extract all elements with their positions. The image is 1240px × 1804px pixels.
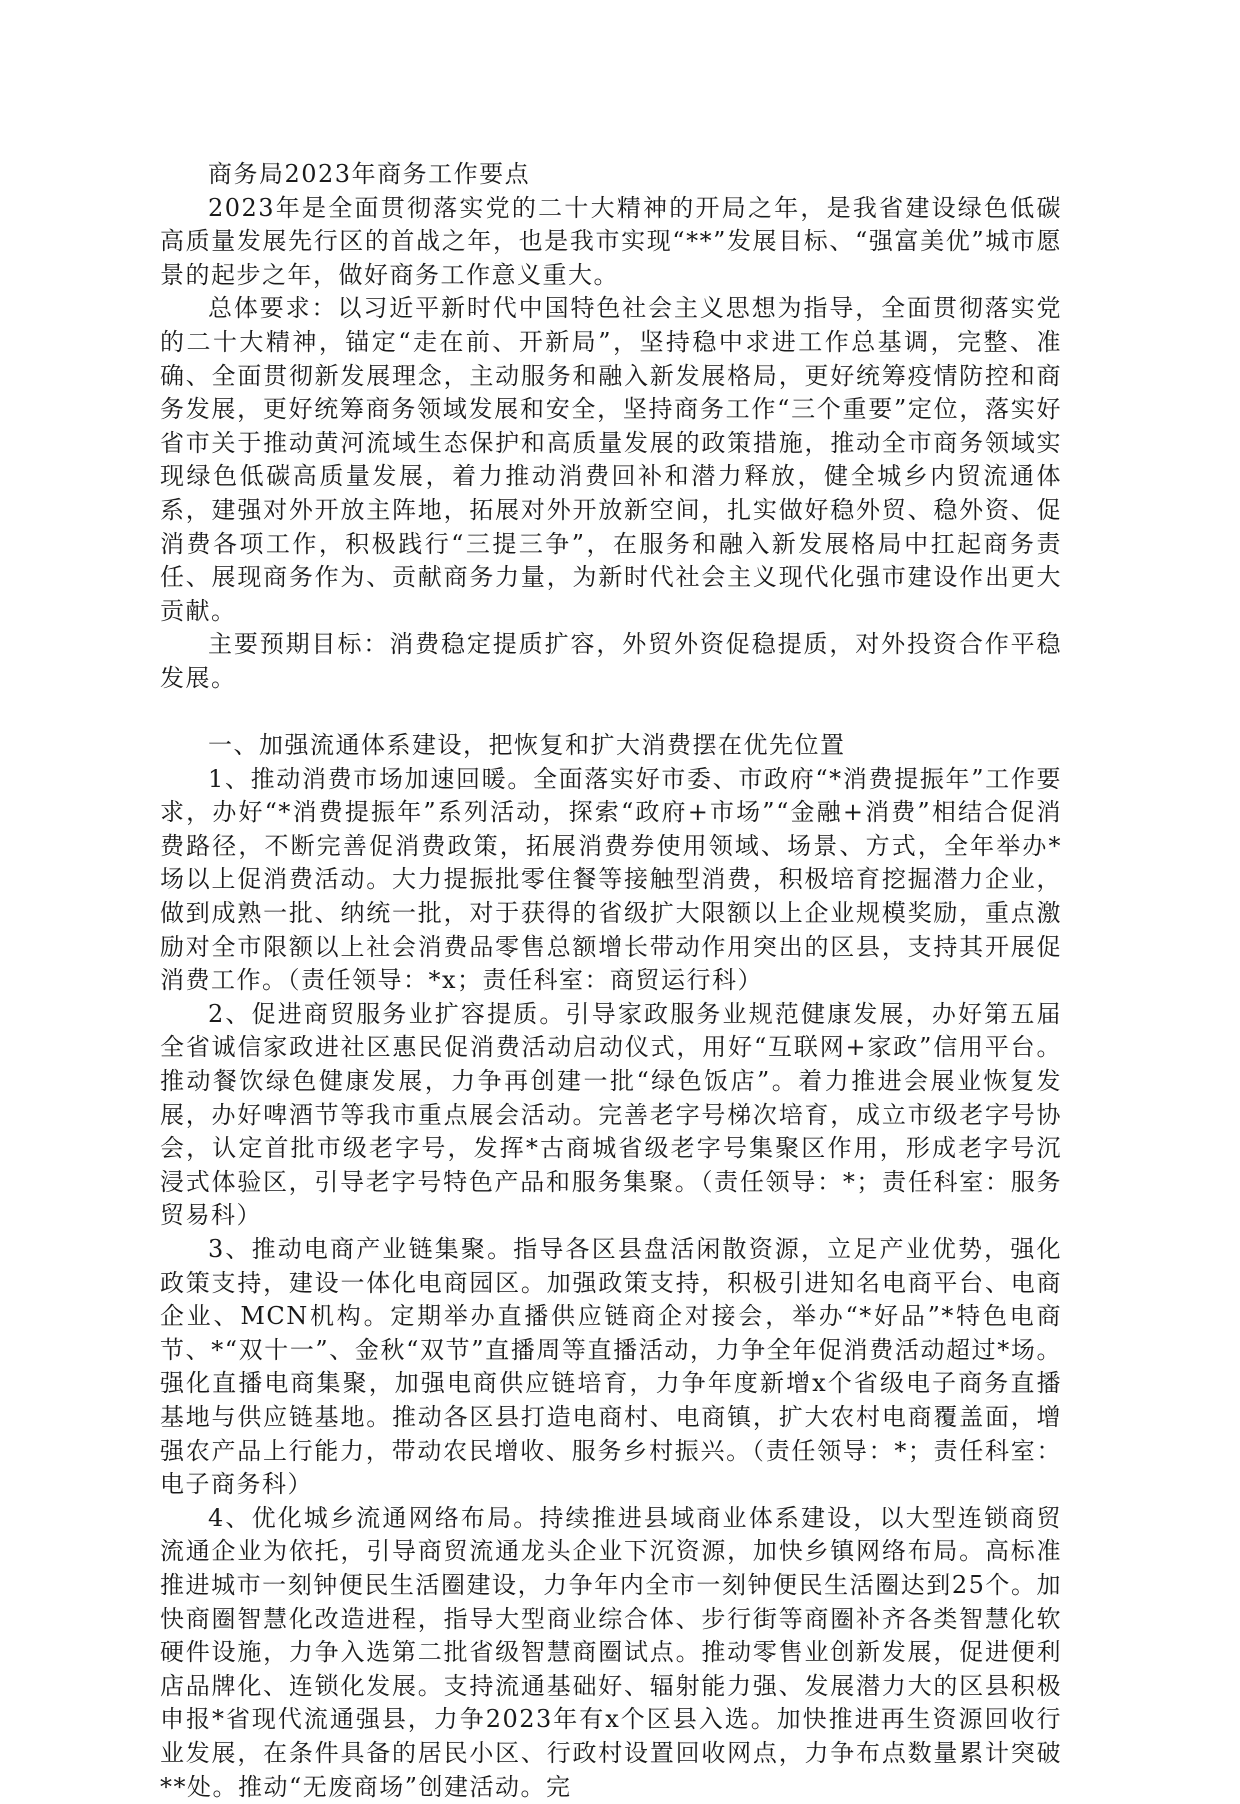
main-goals-paragraph: 主要预期目标：消费稳定提质扩容，外贸外资促稳提质，对外投资合作平稳发展。 [160, 630, 1062, 692]
section-heading: 一、加强流通体系建设，把恢复和扩大消费摆在优先位置 [208, 731, 846, 760]
item-paragraph: 4、优化城乡流通网络布局。持续推进县域商业体系建设，以大型连锁商贸流通企业为依托，引导商贸流通龙头企业下沉资源，加快乡镇网络布局。高标准推进城市一刻钟便民生活圈建设，力争年内全市一刻钟便民生活圈达到25个。加快商圈智慧化改造进程，指导大型商业综合体、步行街等商圈补齐各类智慧化软硬件设施，力争入选第二批省级智慧商圈试点。推动零售业创新发展，促进便利店品牌化、连锁化发展。支持流通基础好、辐射能力强、发展潜力大的区县积极申报*省现代流通强县，力争2023年有x个区县入选。加快推进再生资源回收行业发展，在条件具备的居民小区、行政村设置回收网点，力争布点数量累计突破**处。推动“无废商场”创建活动。完 [160, 1503, 1062, 1801]
intro-paragraph: 2023年是全面贯彻落实党的二十大精神的开局之年，是我省建设绿色低碳高质量发展先行区的首战之年，也是我市实现“**”发展目标、“强富美优”城市愿景的起步之年，做好商务工作意义重大。 [160, 193, 1062, 289]
item-paragraph: 3、推动电商产业链集聚。指导各区县盘活闲散资源，立足产业优势，强化政策支持，建设一体化电商园区。加强政策支持，积极引进知名电商平台、电商企业、MCN机构。定期举办直播供应链商企对接会，举办“*好品”*特色电商节、*“双十一”、金秋“双节”直播周等直播活动，力争全年促消费活动超过*场。强化直播电商集聚，加强电商供应链培育，力争年度新增x个省级电子商务直播基地与供应链基地。推动各区县打造电商村、电商镇，扩大农村电商覆盖面，增强农产品上行能力，带动农民增收、服务乡村振兴。（责任领导：*；责任科室：电子商务科） [160, 1235, 1062, 1499]
general-requirements-paragraph: 总体要求：以习近平新时代中国特色社会主义思想为指导，全面贯彻落实党的二十大精神，锚定“走在前、开新局”，坚持稳中求进工作总基调，完整、准确、全面贯彻新发展理念，主动服务和融入新发展格局，更好统筹疫情防控和商务发展，更好统筹商务领域发展和安全，坚持商务工作“三个重要”定位，落实好省市关于推动黄河流域生态保护和高质量发展的政策措施，推动全市商务领域实现绿色低碳高质量发展，着力推动消费回补和潜力释放，健全城乡内贸流通体系，建强对外开放主阵地，拓展对外开放新空间，扎实做好稳外贸、稳外资、促消费各项工作，积极践行“三提三争”，在服务和融入新发展格局中扛起商务责任、展现商务作为、贡献商务力量，为新时代社会主义现代化强市建设作出更大贡献。 [160, 294, 1062, 625]
item-paragraph: 1、推动消费市场加速回暖。全面落实好市委、市政府“*消费提振年”工作要求，办好“*消费提振年”系列活动，探索“政府+市场”“金融+消费”相结合促消费路径，不断完善促消费政策，拓展消费券使用领域、场景、方式，全年举办*场以上促消费活动。大力提振批零住餐等接触型消费，积极培育挖掘潜力企业，做到成熟一批、纳统一批，对于获得的省级扩大限额以上企业规模奖励，重点激励对全市限额以上社会消费品零售总额增长带动作用突出的区县，支持其开展促消费工作。（责任领导：*x；责任科室：商贸运行科） [160, 764, 1062, 995]
document-page [160, 158, 1062, 1804]
blank-line [160, 696, 1062, 730]
item-paragraph: 2、促进商贸服务业扩容提质。引导家政服务业规范健康发展，办好第五届全省诚信家政进社区惠民促消费活动启动仪式，用好“互联网+家政”信用平台。推动餐饮绿色健康发展，力争再创建一批“绿色饭店”。着力推进会展业恢复发展，办好啤酒节等我市重点展会活动。完善老字号梯次培育，成立市级老字号协会，认定首批市级老字号，发挥*古商城省级老字号集聚区作用，形成老字号沉浸式体验区，引导老字号特色产品和服务集聚。（责任领导：*；责任科室：服务贸易科） [160, 999, 1062, 1230]
document-title: 商务局2023年商务工作要点 [208, 160, 531, 188]
